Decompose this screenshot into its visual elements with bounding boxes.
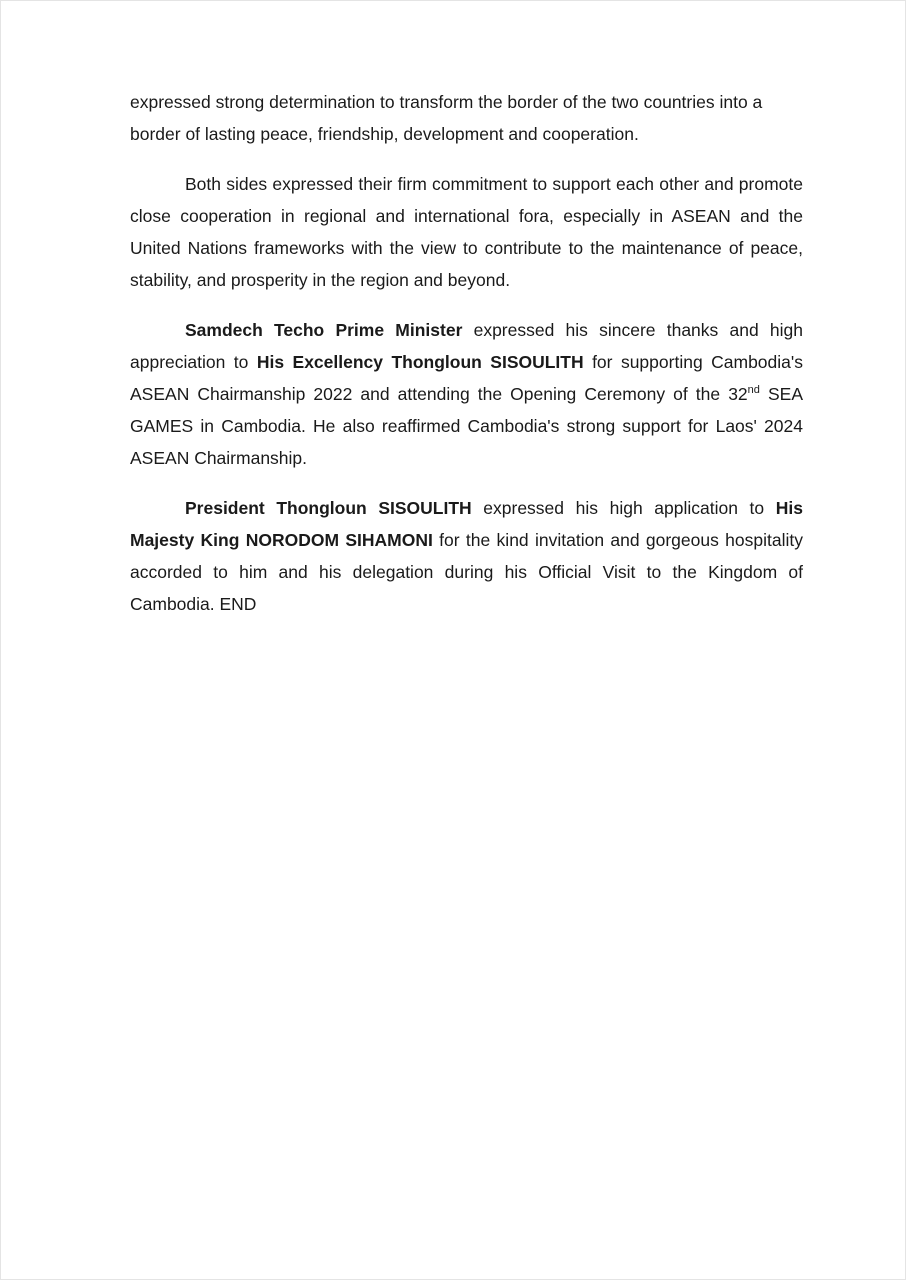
paragraph-text: expressed his high application to xyxy=(471,498,776,518)
paragraph-text: expressed his sincere thanks and high appreciation to xyxy=(130,320,803,372)
paragraph-text: for supporting Cambodia's ASEAN Chairmanship 2022 and attending the Opening Ceremony of the 32 xyxy=(130,352,803,404)
paragraph-mutual-commitment xyxy=(130,168,803,296)
paragraph-border-determination xyxy=(130,86,803,150)
bold-name-president: President Thongloun SISOULITH xyxy=(185,498,472,518)
bold-name-his-excellency: His Excellency Thongloun SISOULITH xyxy=(256,352,584,372)
paragraph-text: for the kind invitation and gorgeous hospitality accorded to him and his delegation during his Official Visit to the Kingdom of Cambodia. END xyxy=(130,530,803,614)
paragraph-text: expressed strong determination to transform the border of the two countries into a border of lasting peace, friendship, development and cooperation. xyxy=(130,92,763,144)
bold-name-his-majesty: His Majesty King NORODOM SIHAMONI xyxy=(130,498,803,550)
bold-name-prime-minister: Samdech Techo Prime Minister xyxy=(185,320,463,340)
paragraph-text: SEA GAMES in Cambodia. He also reaffirmed Cambodia's strong support for Laos' 2024 ASEAN Chairmanship. xyxy=(130,384,803,468)
paragraph-text: Both sides expressed their firm commitment to support each other and promote close cooperation in regional and international fora, especially in ASEAN and the United Nations frameworks with the view to contribute to the maintenance of peace, stability, and prosperity in the region and beyond. xyxy=(130,174,803,290)
ordinal-superscript: nd xyxy=(747,384,760,397)
paragraph-prime-minister-thanks xyxy=(130,314,803,474)
paragraph-president-appreciation xyxy=(130,492,803,620)
